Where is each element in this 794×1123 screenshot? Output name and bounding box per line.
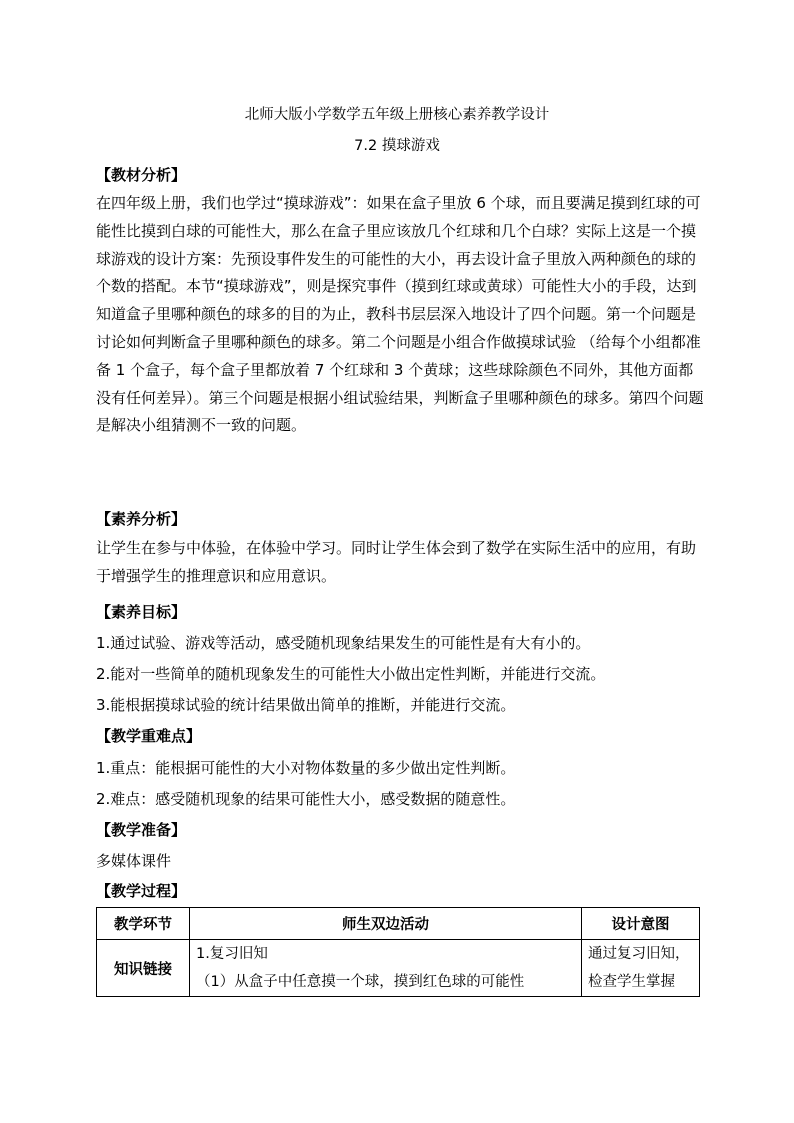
column-header-activity: 师生双边活动 [190, 908, 582, 940]
preparation-body: 多媒体课件 [96, 852, 172, 870]
intent-line-1: 通过复习旧知， [588, 946, 690, 962]
section-cell: 知识链接 [97, 940, 190, 997]
literacy-analysis-body: 让学生在参与中体验，在体验中学习。同时让学生体会到了数学在实际生活中的应用，有助于增强学生的推理意识和应用意识。 [96, 539, 697, 585]
activity-cell [190, 940, 582, 997]
key-point-item-2: 2.难点：感受随机现象的结果可能性大小，感受数据的随意性。 [96, 790, 516, 808]
literacy-analysis-heading: 【素养分析】 [96, 510, 187, 528]
document-title: 北师大版小学数学五年级上册核心素养教学设计 [244, 107, 550, 123]
preparation-heading: 【教学准备】 [96, 821, 187, 839]
column-header-section: 教学环节 [97, 908, 190, 940]
intent-line-2: 检查学生掌握 [588, 974, 675, 990]
lesson-title: 7.2 摸球游戏 [354, 138, 440, 154]
teaching-process-table [96, 907, 700, 997]
activity-line-2: （1）从盒子中任意摸一个球，摸到红色球的可能性 [196, 974, 525, 990]
key-point-item-1: 1.重点：能根据可能性的大小对物体数量的多少做出定性判断。 [96, 759, 516, 777]
goal-item-2: 2.能对一些简单的随机现象发生的可能性大小做出定性判断，并能进行交流。 [96, 665, 606, 683]
textbook-analysis-heading: 【教材分析】 [96, 166, 187, 184]
textbook-analysis-body: 在四年级上册，我们也学过“摸球游戏”：如果在盒子里放 6 个球，而且要满足摸到红球的可能性比摸到白球的可能性大，那么在盒子里应该放几个红球和几个白球？实际上这是一个摸球游戏的设计方案：先预设事件发生的可能性的大小，再去设计盒子里放入两种颜色的球的个数的搭配。本节“摸球游戏”，则是探究事件（摸到红球或黄球）可能性大小的手段，达到知道盒子里哪种颜色的球多的目的为止，教科书层层深入地设计了四个问题。第一个问题是讨论如何判断盒子里哪种颜色的球多。第二个问题是小组合作做摸球试验 （给每个小组都准备 1 个盒子，每个盒子里都放着 7 个红球和 3 个黄球；这些球除颜色不同外，其他方面都没有任何差异）。第三个问题是根据小组试验结果，判断盒子里哪种颜色的球多。第四个问题是解决小组猜测不一致的问题。 [96, 194, 704, 435]
goal-item-1: 1.通过试验、游戏等活动，感受随机现象结果发生的可能性是有大有小的。 [96, 634, 591, 652]
table-row [97, 940, 700, 997]
literacy-goals-heading: 【素养目标】 [96, 603, 187, 621]
column-header-intent: 设计意图 [582, 908, 700, 940]
table-header-row [97, 908, 700, 940]
intent-cell [582, 940, 700, 997]
goal-item-3: 3.能根据摸球试验的统计结果做出简单的推断，并能进行交流。 [96, 696, 516, 714]
key-points-heading: 【教学重难点】 [96, 727, 202, 745]
process-heading: 【教学过程】 [96, 882, 187, 900]
activity-line-1: 1.复习旧知 [196, 946, 268, 962]
